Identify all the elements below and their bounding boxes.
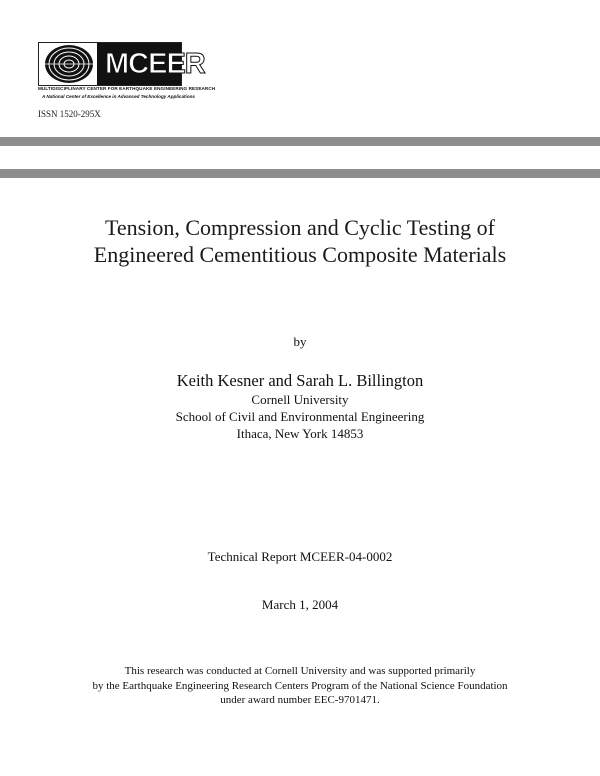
- acknowledgement: [0, 664, 600, 708]
- acknowledgement-line-1: This research was conducted at Cornell University and was supported primarily: [124, 665, 476, 677]
- acknowledgement-line-2: by the Earthquake Engineering Research Centers Program of the National Science Foundation: [92, 679, 508, 692]
- title-line-1: Tension, Compression and Cyclic Testing of: [104, 215, 496, 240]
- report-date: March 1, 2004: [261, 597, 339, 612]
- header-divider-top: [0, 137, 600, 146]
- issn-number: ISSN 1520-295X: [38, 109, 101, 119]
- affiliation: [0, 391, 600, 442]
- report-number: Technical Report MCEER-04-0002: [207, 549, 393, 564]
- authors: Keith Kesner and Sarah L. Billington: [176, 371, 424, 390]
- logo-wordmark: MCEER: [105, 48, 205, 80]
- affiliation-address: Ithaca, New York 14853: [236, 426, 364, 441]
- affiliation-school: School of Civil and Environmental Engineering: [175, 409, 425, 424]
- header-divider-bottom: [0, 169, 600, 178]
- logo-subtitle: MULTIDISCIPLINARY CENTER FOR EARTHQUAKE ENGINEERING RESEARCH: [38, 86, 216, 91]
- report-title: [0, 214, 600, 268]
- acknowledgement-line-3: under award number EEC-9701471.: [220, 694, 380, 706]
- by-label: by: [293, 334, 307, 349]
- title-line-2: Engineered Cementitious Composite Materials: [93, 242, 507, 267]
- logo-tagline: A National Center of Excellence in Advanced Technology Applications: [42, 94, 195, 99]
- affiliation-university: Cornell University: [251, 392, 349, 407]
- mceer-logo: [38, 42, 205, 86]
